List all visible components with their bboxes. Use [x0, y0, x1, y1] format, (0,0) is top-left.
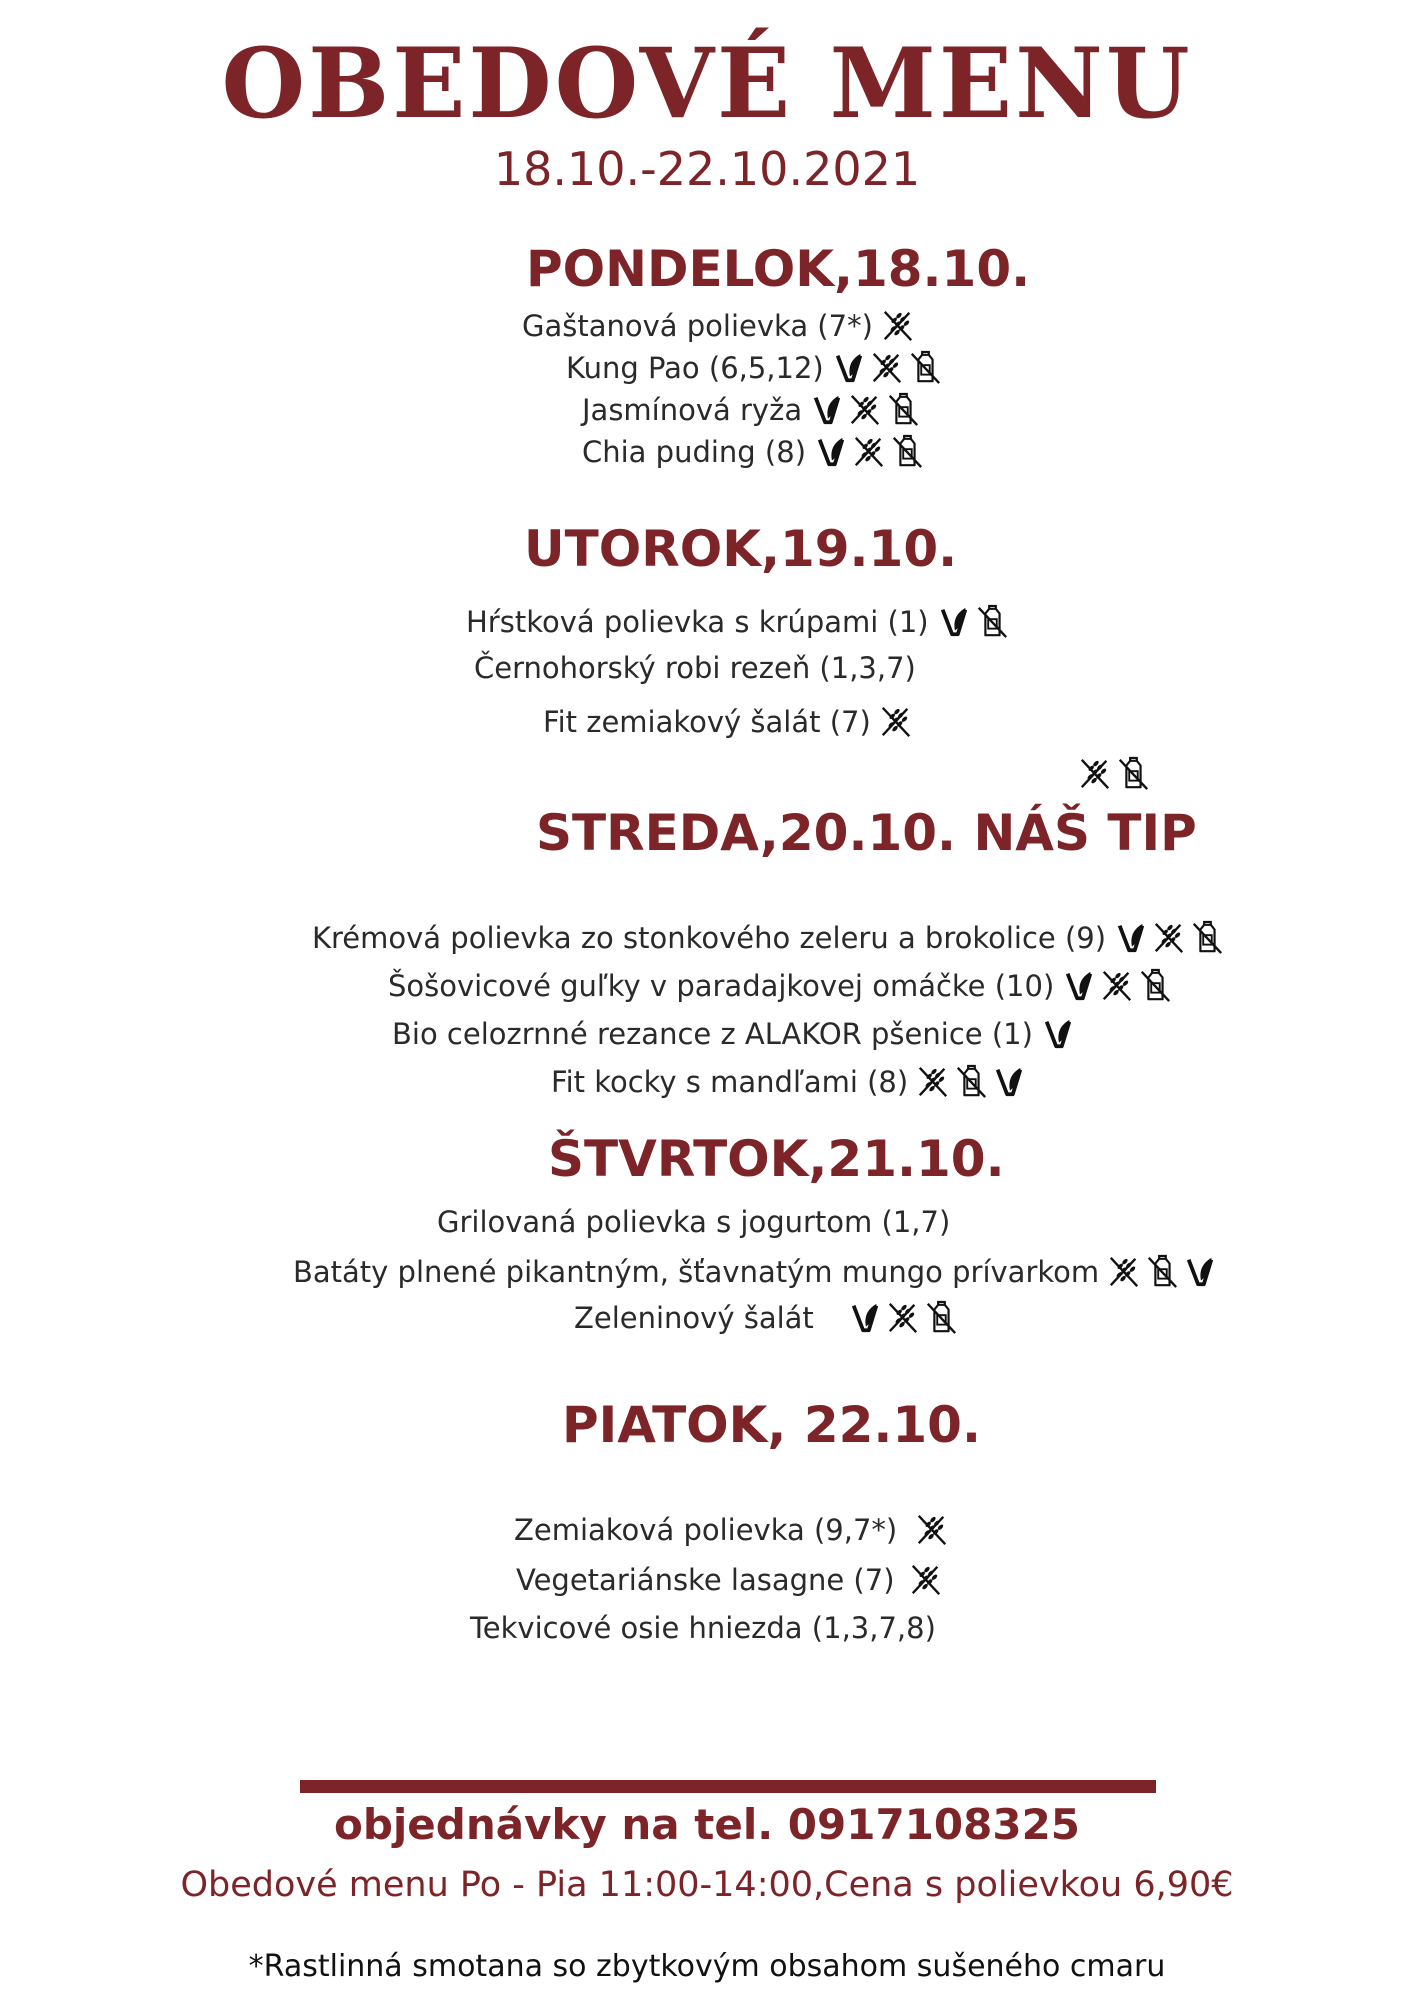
menu-item: Gaštanová polievka (7*): [522, 308, 915, 344]
lactose-free-icon: [890, 434, 924, 470]
gluten-free-icon: [879, 704, 913, 740]
gluten-free-icon: [886, 1300, 920, 1336]
menu-title: OBEDOVÉ MENU: [221, 27, 1193, 140]
menu-item: Jasmínová ryža: [582, 392, 920, 428]
vegan-icon: [810, 392, 844, 428]
menu-date-range: 18.10.-22.10.2021: [493, 142, 921, 196]
footer-divider: [300, 1780, 1156, 1793]
gluten-free-icon: [1078, 756, 1112, 792]
menu-item: Fit zemiakový šalát (7): [543, 704, 913, 740]
vegan-icon: [1183, 1254, 1217, 1290]
footnote: *Rastlinná smotana so zbytkovým obsahom sušeného cmaru: [248, 1949, 1166, 1984]
menu-item: Hŕstková polievka s krúpami (1): [466, 604, 1009, 640]
lactose-free-icon: [886, 392, 920, 428]
gluten-free-icon: [881, 308, 915, 344]
vegan-icon: [937, 604, 971, 640]
vegan-icon: [848, 1300, 882, 1336]
lactose-free-icon: [1116, 756, 1150, 792]
day-heading-friday: PIATOK, 22.10.: [562, 1396, 981, 1454]
menu-item: Krémová polievka zo stonkového zeleru a brokolice (9): [312, 920, 1224, 956]
menu-item: Kung Pao (6,5,12): [566, 350, 942, 386]
opening-hours-price: Obedové menu Po - Pia 11:00-14:00,Cena s polievkou 6,90€: [180, 1865, 1234, 1905]
menu-item: Chia puding (8): [582, 434, 924, 470]
gluten-free-icon: [870, 350, 904, 386]
gluten-free-icon: [848, 392, 882, 428]
day-heading-tuesday: UTOROK,19.10.: [524, 520, 958, 578]
tip-icons: [1078, 756, 1150, 792]
vegan-icon: [1114, 920, 1148, 956]
menu-item: Černohorský robi rezeň (1,3,7): [474, 651, 916, 685]
menu-item: Tekvicové osie hniezda (1,3,7,8): [470, 1611, 936, 1645]
vegan-icon: [832, 350, 866, 386]
menu-item: Vegetariánske lasagne (7): [516, 1562, 943, 1598]
menu-item: Bio celozrnné rezance z ALAKOR pšenice (1): [392, 1016, 1075, 1052]
day-heading-wednesday: STREDA,20.10. NÁŠ TIP: [536, 804, 1197, 862]
order-phone-text: objednávky na tel. 0917108325: [333, 1800, 1081, 1849]
menu-item: Grilovaná polievka s jogurtom (1,7): [437, 1205, 951, 1239]
menu-item: Zemiaková polievka (9,7*): [514, 1512, 949, 1548]
menu-item: Zeleninový šalát: [574, 1300, 958, 1336]
gluten-free-icon: [916, 1064, 950, 1100]
vegan-icon: [1041, 1016, 1075, 1052]
lactose-free-icon: [924, 1300, 958, 1336]
menu-item: Šošovicové guľky v paradajkovej omáčke (10): [388, 968, 1172, 1004]
gluten-free-icon: [1152, 920, 1186, 956]
menu-item: Fit kocky s mandľami (8): [551, 1064, 1026, 1100]
menu-item: Batáty plnené pikantným, šťavnatým mungo prívarkom: [293, 1254, 1217, 1290]
gluten-free-icon: [852, 434, 886, 470]
lactose-free-icon: [1145, 1254, 1179, 1290]
lactose-free-icon: [1138, 968, 1172, 1004]
lactose-free-icon: [908, 350, 942, 386]
vegan-icon: [992, 1064, 1026, 1100]
day-heading-thursday: ŠTVRTOK,21.10.: [548, 1130, 1005, 1188]
lactose-free-icon: [954, 1064, 988, 1100]
gluten-free-icon: [909, 1562, 943, 1598]
vegan-icon: [814, 434, 848, 470]
lactose-free-icon: [1190, 920, 1224, 956]
gluten-free-icon: [1100, 968, 1134, 1004]
lactose-free-icon: [975, 604, 1009, 640]
day-heading-monday: PONDELOK,18.10.: [526, 240, 1031, 298]
gluten-free-icon: [915, 1512, 949, 1548]
gluten-free-icon: [1107, 1254, 1141, 1290]
vegan-icon: [1062, 968, 1096, 1004]
